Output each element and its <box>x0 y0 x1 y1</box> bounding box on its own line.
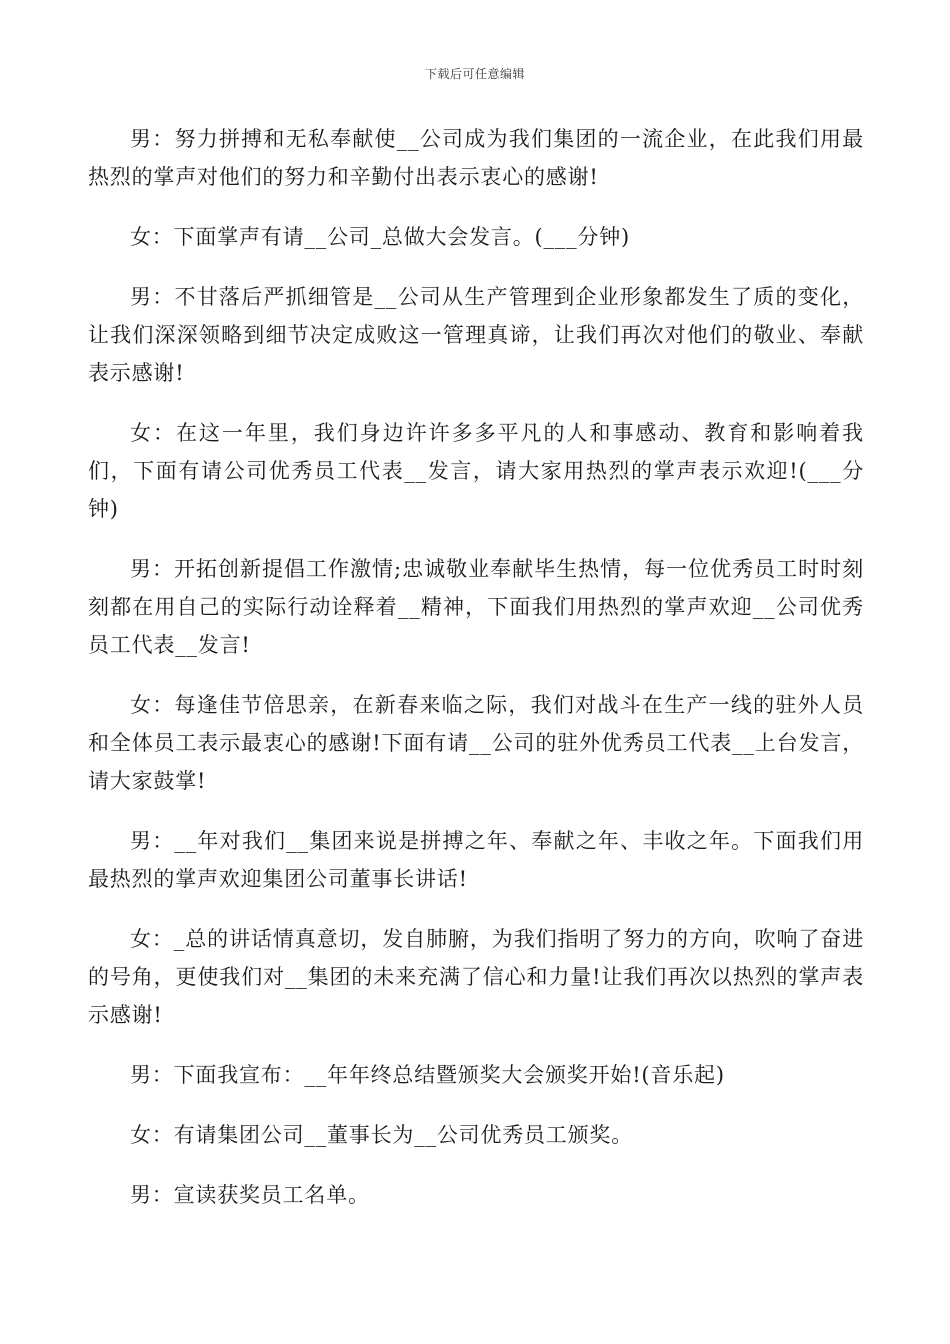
document-body <box>88 120 864 1236</box>
paragraph-9: 男：下面我宣布：__年年终总结暨颁奖大会颁奖开始!(音乐起) <box>130 1063 725 1087</box>
paragraph-6: 女：每逢佳节倍思亲，在新春来临之际，我们对战斗在生产一线的驻外人员和全体员工表示最衷心的感谢!下面有请__公司的驻外优秀员工代表__上台发言，请大家鼓掌! <box>88 693 864 793</box>
paragraph-4: 女：在这一年里，我们身边许许多多平凡的人和事感动、教育和影响着我们，下面有请公司优秀员工代表__发言，请大家用热烈的掌声表示欢迎!(___分钟) <box>88 421 864 521</box>
page-header: 下载后可任意编辑 <box>424 67 525 81</box>
paragraph-2: 女：下面掌声有请__公司_总做大会发言。(___分钟) <box>130 225 630 249</box>
paragraph-1: 男：努力拼搏和无私奉献使__公司成为我们集团的一流企业，在此我们用最热烈的掌声对他们的努力和辛勤付出表示衷心的感谢! <box>88 127 864 189</box>
paragraph-11: 男：宣读获奖员工名单。 <box>130 1183 370 1207</box>
paragraph-8: 女：_总的讲话情真意切，发自肺腑，为我们指明了努力的方向，吹响了奋进的号角，更使我们对__集团的未来充满了信心和力量!让我们再次以热烈的掌声表示感谢! <box>88 927 864 1027</box>
paragraph-7: 男：__年对我们__集团来说是拼搏之年、奉献之年、丰收之年。下面我们用最热烈的掌声欢迎集团公司董事长讲话! <box>88 829 864 891</box>
paragraph-5: 男：开拓创新提倡工作激情;忠诚敬业奉献毕生热情，每一位优秀员工时时刻刻都在用自己的实际行动诠释着__精神，下面我们用热烈的掌声欢迎__公司优秀员工代表__发言! <box>88 557 864 657</box>
paragraph-10: 女：有请集团公司__董事长为__公司优秀员工颁奖。 <box>130 1123 633 1147</box>
paragraph-3: 男：不甘落后严抓细管是__公司从生产管理到企业形象都发生了质的变化，让我们深深领略到细节决定成败这一管理真谛，让我们再次对他们的敬业、奉献表示感谢! <box>88 285 864 385</box>
